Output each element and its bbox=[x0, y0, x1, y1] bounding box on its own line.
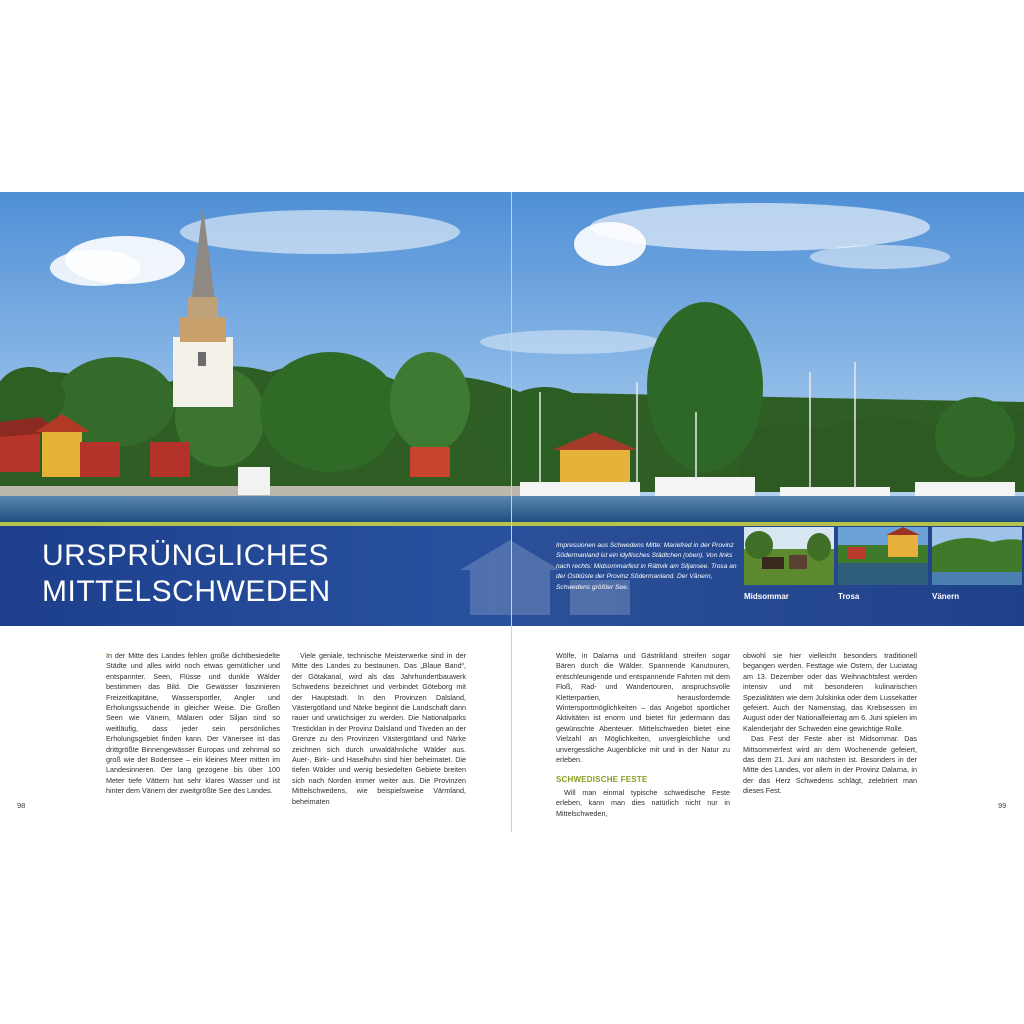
text-column-3 bbox=[556, 651, 730, 819]
thumbnail-midsommar bbox=[744, 527, 834, 585]
column-1-text: n der Mitte des Landes fehlen große dichtbesiedelte Städte und alles wirkt noch etwas gemütlicher und entspannter. Seen, Flüsse und dunkle Wälder bestimmen das Bild. Die Gewässer faszinieren Freizeitkapitäne, Wassersportler, Angler und Erholungssuchende in gleicher Weise. Die Großen Seen wie Vänern, Mälaren oder Siljan sind so weitläufig, dass jeder sein persönliches Erholungsgebiet finden kann. Der Vänersee ist das drittgrößte Binnengewässer Europas und zehnmal so groß wie der Bodensee – ein kleines Meer mitten im Landesinneren. Der lang gezogene bis über 100 Meter tiefe Vättern hat sehr klares Wasser und ist hinter dem Vänern der zweitgrößte See des Landes. bbox=[106, 651, 280, 796]
photo-caption: Impressionen aus Schwedens Mitte: Mariefred in der Provinz Södermanland ist ein idyllisches Städtchen (oben). Von links nach rechts: Midsommarfest in Rättvik am Siljansee. Trosa an der Ostküste der Provinz Södermanland. Der Vänern, Schwedens größter See. bbox=[556, 542, 737, 591]
text-column-2 bbox=[292, 651, 466, 807]
hero-photo-mariefred bbox=[0, 192, 1024, 522]
thumbnail-label-vaenern: Vänern bbox=[932, 592, 960, 601]
chapter-title bbox=[42, 538, 331, 610]
thumbnail-label-midsommar: Midsommar bbox=[744, 592, 789, 601]
band-accent-stripe bbox=[0, 522, 1024, 526]
trosa-photo-icon bbox=[838, 527, 928, 585]
column-2-text: Viele geniale, technische Meisterwerke sind in der Mitte des Landes zu bestaunen. Das „Blaue Band“, der Götakanal, wird als das Jahrhundertbauwerk Schwedens bezeichnet und verbindet Göteborg mit der Hauptstadt. In den Provinzen Dalsland, Västergötland und Närke beginnt die Landschaft dann rauer und urwüchsiger zu werden. Die Nationalparks Tresticklan in der Provinz Dalsland und Tiveden an der Grenze zu den Provinzen Västergötland und Närke zeichnen sich durch urwaldähnliche Wälder aus. Auer-, Birk- und Haselhuhn sind hier beheimatet. Die tiefen Wälder und wenig besiedelten Gebiete breiten sich nach Norden immer weiter aus. Die Provinzen Mittelschwedens, wie beispielsweise Värmland, beheimaten bbox=[292, 651, 466, 806]
subheading-schwedische-feste: SCHWEDISCHE FESTE bbox=[556, 775, 648, 785]
drop-initial: I bbox=[106, 651, 108, 660]
page-number-right: 99 bbox=[998, 801, 1007, 810]
text-column-1 bbox=[106, 651, 280, 797]
text-column-4 bbox=[743, 651, 917, 797]
page-number-left: 98 bbox=[17, 801, 26, 810]
thumbnail-label-trosa: Trosa bbox=[838, 592, 860, 601]
column-3-text-2: Will man einmal typische schwedische Feste erleben, kann man dies natürlich nicht nur in Mittelschweden, bbox=[556, 787, 730, 818]
thumbnail-trosa bbox=[838, 527, 928, 585]
thumbnail-vaenern bbox=[932, 527, 1022, 585]
midsommar-photo-icon bbox=[744, 527, 834, 585]
chapter-title-line2: MITTELSCHWEDEN bbox=[42, 575, 331, 608]
vaenern-photo-icon bbox=[932, 527, 1022, 585]
column-4-text: obwohl sie hier vielleicht besonders traditionell begangen werden. Festtage wie Ostern, der Luciatag am 13. Dezember oder das Weihnachtsfest werden intensiv und mit besonderen kulinarischen Spezialitäten wie dem Julskinka oder dem Lussekatter gefeiert. Auch der Namenstag, das Krebsessen im August oder der Nationalfeiertag am 6. Juni spielen im Kalenderjahr der Schweden eine gewichtige Rolle. bbox=[743, 651, 917, 733]
column-4-text-2: Das Fest der Feste aber ist Midsommar. Das Mittsommerfest wird an dem Wochenende gefeiert, das dem 21. Juni am nächsten ist. Besonders in der Mitte des Landes, vor allem in der Provinz Dalarna, in der das Herz Schwedens schlägt, zelebriert man dieses Fest. bbox=[743, 734, 917, 796]
book-gutter bbox=[511, 192, 512, 832]
chapter-title-line1: URSPRÜNGLICHES bbox=[42, 539, 330, 572]
column-3-text: Wölfe, in Dalarna und Gästrikland streifen sogar Bären durch die Wälder. Spannende Kanutouren, entschleunigende und entspannende Fahrten mit dem Floß, Rad- und Wandertouren, anspruchsvolle Kletterpartien, herausfordernde Wintersportmöglichkeiten – das Angebot sportlicher Aktivitäten ist enorm und bietet für jedermann das gewünschte Abenteuer. Mittelschweden bietet eine Vielzahl an Möglichkeiten, unvergleichliche und unvergessliche Augenblicke mit und in der Natur zu erleben. bbox=[556, 651, 730, 765]
